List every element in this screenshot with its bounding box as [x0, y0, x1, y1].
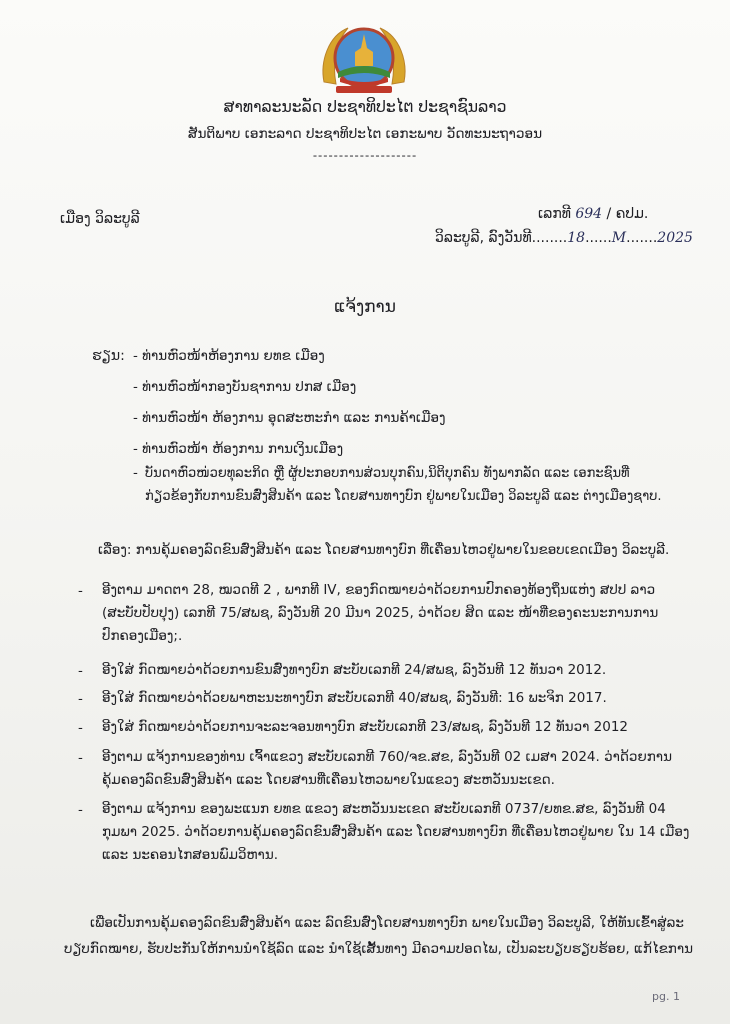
recipient-item: -: [133, 465, 138, 481]
document-page: ສາທາລະນະລັດ ປະຊາທິປະໄຕ ປະຊາຊົນລາວ ສັນຕິພາບ ເອກະລາດ ປະຊາທິປະໄຕ ເອກະພາບ ວັດທະນະຖາວອນ -------------------- ເມືອງ ວິລະບູລີ ເລກທີ 694 / ຄປມ. ວິລະບູລີ, ລົງວັນທີ........18......M.......2025 ແຈ້ງການ ຮຽນ: - ທ່ານຫົວໜ້າຫ້ອງການ ຍທຂ ເມືອງ - ທ່ານຫົວໜ້າກອງບັນຊາການ ປກສ ເມືອງ - ທ່ານຫົວໜ້າ ຫ້ອງການ ອຸດສະຫະກຳ ແລະ ການຄ້າເມືອງ - ທ່ານຫົວໜ້າ ຫ້ອງການ ການເງິນເມືອງ - ບັນດາຫົວໜ່ວຍທຸລະກິດ ຫຼື ຜູ້ປະກອບການສ່ວນບຸກຄົນ,ນິຕິບຸກຄົນ ທັງພາກລັດ ແລະ ເອກະຊົນທີ່ ກ່ຽວຂ້ອງກັບການຂົນສົ່ງສິນຄ້າ ແລະ ໂດຍສານທາງບົກ ຢູ່ພາຍໃນເມືອງ ວິລະບູລີ ແລະ ຕ່າງເມືອງຊາບ. ເລື່ອງ: ການຄຸ້ມຄອງລົດຂົນສົ່ງສິນຄ້າ ແລະ ໂດຍສານທາງບົກ ທີ່ເຄື່ອນໄຫວຢູ່ພາຍໃນຂອບເຂດເມືອງ ວິລະບູລີ. - ອີງຕາມ ມາດຕາ 28, ໝວດທີ 2 , ພາກທີ IV, ຂອງກົດໝາຍວ່າດ້ວຍການປົກຄອງທ້ອງຖິ່ນແຫ່ງ ສປປ ລາວ (ສະບັບປັບປຸງ) ເລກທີ 75/ສພຊ, ລົງວັນທີ 20 ມີນາ 2025, ວ່າດ້ວຍ ສິດ ແລະ ໜ້າທີ່ຂອງຄະນະການການ ປົກຄອງເມືອງ;. - ອີງໃສ່ ກົດໝາຍວ່າດ້ວຍການຂົນສົ່ງທາງບົກ ສະບັບເລກທີ 24/ສພຊ, ລົງວັນທີ 12 ທັນວາ 2012. - ອີງໃສ່ ກົດໝາຍວ່າດ້ວຍພາຫະນະທາງບົກ ສະບັບເລກທີ 40/ສພຊ, ລົງວັນທີ: 16 ພະຈິກ 2017. - ອີງໃສ່ ກົດໝາຍວ່າດ້ວຍການຈະລະຈອນທາງບົກ ສະບັບເລກທີ 23/ສພຊ, ລົງວັນທີ 12 ທັນວາ 2012 - ອີງຕາມ ແຈ້ງການຂອງທ່ານ ເຈົ້າແຂວງ ສະບັບເລກທີ 760/ຈຂ.ສຂ, ລົງວັນທີ 02 ເມສາ 2024. ວ່າດ້ວຍການ ຄຸ້ມຄອງລົດຂົນສົ່ງສິນຄ້າ ແລະ ໂດຍສານທີ່ເຄື່ອນໄຫວພາຍໃນແຂວງ ສະຫວັນນະເຂດ. - ອີງຕາມ ແຈ້ງການ ຂອງພະແນກ ຍທຂ ແຂວງ ສະຫວັນນະເຂດ ສະບັບເລກທີ 0737/ຍທຂ.ສຂ, ລົງວັນທີ 04 ກຸມພາ 2025. ວ່າດ້ວຍການຄຸ້ມຄອງລົດຂົນສົ່ງສິນຄ້າ ແລະ ໂດຍສານທາງບົກ ທີ່ເຄື່ອນໄຫວຢູ່ພາຍ ໃນ 14 ເມືອງ ແລະ ນະຄອນໄກສອນພົມວິຫານ. ເພື່ອເປັນການຄຸ້ມຄອງລົດຂົນສົ່ງສິນຄ້າ ແລະ ລົດຂົນສົ່ງໂດຍສານທາງບົກ ພາຍໃນເມືອງ ວິລະບູລີ, ໃຫ້ທັນເຂົ້າສູ່ລະ ບຽບກົດໝາຍ, ຮັບປະກັນໃຫ້ການນຳໃຊ້ລົດ ແລະ ນຳໃຊ້ເສັ້ນທາງ ມີຄວາມປອດໄພ, ເປັນລະບຽບຮຽບຮ້ອຍ, ແກ້ໄຂການ pg. 1: [0, 0, 730, 1024]
national-motto: ສັນຕິພາບ ເອກະລາດ ປະຊາທິປະໄຕ ເອກະພາບ ວັດທະນະຖາວອນ: [187, 126, 543, 142]
reference-item: ອີງໃສ່ ກົດໝາຍວ່າດ້ວຍການຈະລະຈອນທາງບົກ ສະບັບເລກທີ 23/ສພຊ, ລົງວັນທີ 12 ທັນວາ 2012: [102, 719, 629, 735]
body-paragraph-continued: ບຽບກົດໝາຍ, ຮັບປະກັນໃຫ້ການນຳໃຊ້ລົດ ແລະ ນຳໃຊ້ເສັ້ນທາງ ມີຄວາມປອດໄພ, ເປັນລະບຽບຮຽບຮ້ອຍ, ແກ້ໄຂການ: [64, 941, 694, 957]
reference-item: ອີງໃສ່ ກົດໝາຍວ່າດ້ວຍພາຫະນະທາງບົກ ສະບັບເລກທີ 40/ສພຊ, ລົງວັນທີ: 16 ພະຈິກ 2017.: [102, 690, 607, 706]
recipient-item-multiline: ບັນດາຫົວໜ່ວຍທຸລະກິດ ຫຼື ຜູ້ປະກອບການສ່ວນບຸກຄົນ,ນິຕິບຸກຄົນ ທັງພາກລັດ ແລະ ເອກະຊົນທີ່ ກ່ຽວຂ້ອງກັບການຂົນສົ່ງສິນຄ້າ ແລະ ໂດຍສານທາງບົກ ຢູ່ພາຍໃນເມືອງ ວິລະບູລີ ແລະ ຕ່າງເມືອງຊາບ.: [145, 466, 662, 504]
body-paragraph: ເພື່ອເປັນການຄຸ້ມຄອງລົດຂົນສົ່ງສິນຄ້າ ແລະ ລົດຂົນສົ່ງໂດຍສານທາງບົກ ພາຍໃນເມືອງ ວິລະບູລີ, ໃຫ້ທັນເຂົ້າສູ່ລະ: [90, 915, 684, 931]
header-divider: --------------------: [312, 148, 418, 162]
reference-item: ອີງຕາມ ແຈ້ງການ ຂອງພະແນກ ຍທຂ ແຂວງ ສະຫວັນນະເຂດ ສະບັບເລກທີ 0737/ຍທຂ.ສຂ, ລົງວັນທີ 04 ກຸມພາ 2025. ວ່າດ້ວຍການຄຸ້ມຄອງລົດຂົນສົ່ງສິນຄ້າ ແລະ ໂດຍສານທາງບົກ ທີ່ເຄື່ອນໄຫວຢູ່ພາຍ ໃນ 14 ເມືອງ ແລະ ນະຄອນໄກສອນພົມວິຫານ.: [102, 801, 690, 863]
document-title: ແຈ້ງການ: [334, 297, 396, 317]
district-name: ເມືອງ ວິລະບູລີ: [60, 211, 140, 227]
recipient-item: - ທ່ານຫົວໜ້າ ຫ້ອງການ ອຸດສະຫະກຳ ແລະ ການຄ້າເມືອງ: [133, 410, 446, 426]
recipient-item: - ທ່ານຫົວໜ້າຫ້ອງການ ຍທຂ ເມືອງ: [133, 348, 325, 364]
number-suffix: / ຄປມ.: [606, 206, 649, 222]
national-emblem-icon: [318, 22, 410, 100]
reference-item: ອີງຕາມ ມາດຕາ 28, ໝວດທີ 2 , ພາກທີ IV, ຂອງກົດໝາຍວ່າດ້ວຍການປົກຄອງທ້ອງຖິ່ນແຫ່ງ ສປປ ລາວ (ສະບັບປັບປຸງ) ເລກທີ 75/ສພຊ, ລົງວັນທີ 20 ມີນາ 2025, ວ່າດ້ວຍ ສິດ ແລະ ໜ້າທີ່ຂອງຄະນະການການ ປົກຄອງເມືອງ;.: [102, 582, 659, 644]
date-year: 2025: [657, 230, 693, 246]
date-label: ວິລະບູລີ, ລົງວັນທີ: [435, 230, 532, 246]
date-day: 18: [567, 230, 586, 246]
page-number: pg. 1: [652, 990, 680, 1003]
recipient-item: - ທ່ານຫົວໜ້າກອງບັນຊາການ ປກສ ເມືອງ: [133, 379, 357, 395]
reference-item: ອີງຕາມ ແຈ້ງການຂອງທ່ານ ເຈົ້າແຂວງ ສະບັບເລກທີ 760/ຈຂ.ສຂ, ລົງວັນທີ 02 ເມສາ 2024. ວ່າດ້ວຍການ ຄຸ້ມຄອງລົດຂົນສົ່ງສິນຄ້າ ແລະ ໂດຍສານທີ່ເຄື່ອນໄຫວພາຍໃນແຂວງ ສະຫວັນນະເຂດ.: [102, 749, 672, 788]
country-name: ສາທາລະນະລັດ ປະຊາທິປະໄຕ ປະຊາຊົນລາວ: [223, 98, 507, 116]
document-number: [538, 206, 648, 222]
document-date: ວິລະບູລີ, ລົງວັນທີ........18......M.......2025: [435, 230, 693, 246]
recipients-label: ຮຽນ:: [92, 348, 125, 364]
date-month: M: [611, 230, 627, 246]
number-value: 694: [575, 206, 603, 222]
subject-line: ເລື່ອງ: ການຄຸ້ມຄອງລົດຂົນສົ່ງສິນຄ້າ ແລະ ໂດຍສານທາງບົກ ທີ່ເຄື່ອນໄຫວຢູ່ພາຍໃນຂອບເຂດເມືອງ ວິລະບູລີ.: [98, 542, 670, 558]
reference-item: ອີງໃສ່ ກົດໝາຍວ່າດ້ວຍການຂົນສົ່ງທາງບົກ ສະບັບເລກທີ 24/ສພຊ, ລົງວັນທີ 12 ທັນວາ 2012.: [102, 662, 607, 678]
number-label: ເລກທີ: [538, 206, 571, 222]
recipient-item: - ທ່ານຫົວໜ້າ ຫ້ອງການ ການເງິນເມືອງ: [133, 441, 344, 457]
